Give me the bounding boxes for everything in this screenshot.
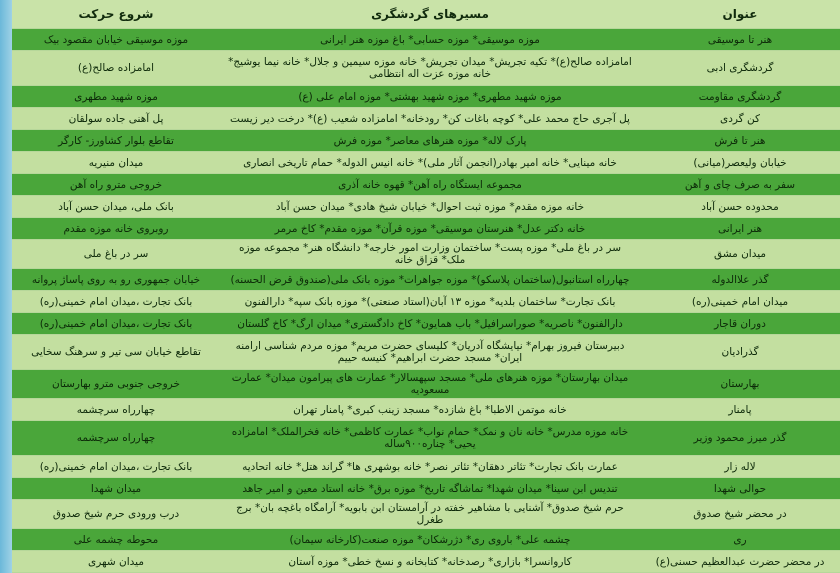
table-row [12,108,840,130]
row-route: میدان بهارستان* موزه هنرهای ملی* مسجد سپهسالار* عمارت های پیرامون میدان* عمارت مسعودیه [220,370,640,399]
row-start: بانک ملی، میدان حسن آباد [12,196,220,218]
row-title: هنر ایرانی [640,218,840,240]
table-row [12,51,840,86]
row-route: امامزاده صالح(ع)* تکیه تجریش* میدان تجریش* خانه موزه سیمین و جلال* خانه نیما یوشیج* خانه موزه عزت اله انتظامی [220,51,640,86]
row-start: بانک تجارت ،میدان امام خمینی(ره) [12,456,220,478]
table-row [12,370,840,399]
table-row [12,551,840,573]
row-start: تقاطع بلوار کشاورز- کارگر [12,130,220,152]
row-route: خانه موزه مدرس* خانه نان و نمک* حمام نواب* عمارت کاظمی* خانه فخرالملک* امامزاده یحیی* چناره۹۰۰ساله [220,421,640,456]
row-title: محدوده حسن آباد [640,196,840,218]
row-route: بانک تجارت* ساختمان بلدیه* موزه ۱۳ آبان(استاد صنعتی)* موزه بانک سپه* دارالفنون [220,291,640,313]
row-title: میدان مشق [640,240,840,269]
row-title: در محضر شیخ صدوق [640,500,840,529]
row-title: گردشگری مقاومت [640,86,840,108]
row-title: میدان امام خمینی(ره) [640,291,840,313]
row-title: لاله زار [640,456,840,478]
row-route: خانه دکتر عدل* هنرستان موسیقی* موزه قرآن* موزه مقدم* کاخ مرمر [220,218,640,240]
table-row [12,313,840,335]
row-title: حوالی شهدا [640,478,840,500]
table-row [12,269,840,291]
row-route: مجموعه ایستگاه راه آهن* قهوه خانه آذری [220,174,640,196]
row-title: خیابان ولیعصر(میانی) [640,152,840,174]
table-row [12,240,840,269]
row-route: پارک لاله* موزه هنرهای معاصر* موزه فرش [220,130,640,152]
row-start: امامزاده صالح(ع) [12,51,220,86]
row-title: در محضر حضرت عبدالعظیم حسنی(ع) [640,551,840,573]
row-title: سفر به صرف چای و آهن [640,174,840,196]
table-row [12,86,840,108]
table-row [12,399,840,421]
row-route: چهارراه استانبول(ساختمان پلاسکو)* موزه جواهرات* موزه بانک ملی(صندوق قرض الحسنه) [220,269,640,291]
row-route: چشمه علی* باروی ری* دژرشکان* موزه صنعت(کارخانه سیمان) [220,529,640,551]
row-start: خروجی جنوبی مترو بهارستان [12,370,220,399]
row-route: عمارت بانک تجارت* تئاتر دهقان* تئاتر نصر* خانه بوشهری ها* گراند هتل* خانه اتحادیه [220,456,640,478]
row-title: هنر تا موسیقی [640,29,840,51]
table-row [12,291,840,313]
row-start: میدان شهری [12,551,220,573]
row-route: خانه موتمن الاطبا* باغ شازده* مسجد زینب کبری* پامنار تهران [220,399,640,421]
row-route: سر در باغ ملی* موزه پست* ساختمان وزارت امور خارجه* دانشگاه هنر* مجموعه موزه ملک* قزاق خانه [220,240,640,269]
row-start: پل آهنی جاده سولقان [12,108,220,130]
row-start: خروجی مترو راه آهن [12,174,220,196]
column-header-start: شروع حرکت [12,0,220,29]
row-start: موزه شهید مطهری [12,86,220,108]
table-row [12,478,840,500]
row-route: پل آجری حاج محمد علی* کوچه باغات کن* رودخانه* امامزاده شعیب (ع)* درخت دیر زیست [220,108,640,130]
row-start: بانک تجارت ،میدان امام خمینی(ره) [12,313,220,335]
column-header-title: عنوان [640,0,840,29]
row-start: بانک تجارت ،میدان امام خمینی(ره) [12,291,220,313]
row-title: گذر میرز محمود وزیر [640,421,840,456]
table-row [12,218,840,240]
table-row [12,196,840,218]
row-title: دوران قاجار [640,313,840,335]
column-header-route: مسیرهای گردشگری [220,0,640,29]
table-row [12,421,840,456]
row-route: موزه موسیقی* موزه حسابی* باغ موزه هنر ایرانی [220,29,640,51]
row-title: کن گردی [640,108,840,130]
row-start: تقاطع خیابان سی تیر و سرهنگ سخایی [12,335,220,370]
table-row [12,529,840,551]
row-start: چهارراه سرچشمه [12,421,220,456]
row-start: خیابان جمهوری رو به روی پاساژ پروانه [12,269,220,291]
row-title: گذر علاالدوله [640,269,840,291]
row-start: محوطه چشمه علی [12,529,220,551]
row-start: چهارراه سرچشمه [12,399,220,421]
table-row [12,500,840,529]
table-row [12,174,840,196]
row-title: هنر تا فرش [640,130,840,152]
row-title: ری [640,529,840,551]
table-row [12,456,840,478]
row-start: درب ورودی حرم شیخ صدوق [12,500,220,529]
row-start: موزه موسیقی خیابان مقصود بیک [12,29,220,51]
row-route: حرم شیخ صدوق* آشنایی با مشاهیر خفته در آرامستان ابن بابویه* آرامگاه باغچه بان* برج طغرل [220,500,640,529]
row-title: گذرادیان [640,335,840,370]
row-route: خانه موزه مقدم* موزه ثبت احوال* خیابان شیخ هادی* میدان حسن آباد [220,196,640,218]
row-title: بهارستان [640,370,840,399]
row-title: پامنار [640,399,840,421]
tour-routes-table [12,0,840,573]
table-row [12,335,840,370]
row-route: کاروانسرا* بازاری* رصدخانه* کتابخانه و نسخ خطی* موزه آستان [220,551,640,573]
row-route: تندیس ابن سینا* میدان شهدا* تماشاگه تاریخ* موزه برق* خانه استاد معین و امیر جاهد [220,478,640,500]
table-row [12,29,840,51]
table-row [12,152,840,174]
row-title: گردشگری ادبی [640,51,840,86]
table-header-row [12,0,840,29]
tour-routes-table-container [12,0,840,568]
row-start: روبروی خانه موزه مقدم [12,218,220,240]
row-route: دبیرستان فیروز بهرام* نیایشگاه آدریان* کلیسای حضرت مریم* موزه مردم شناسی ارامنه ایران* مسجد حضرت ابراهیم* کنیسه حییم [220,335,640,370]
table-row [12,130,840,152]
row-route: دارالفنون* ناصریه* صوراسرافیل* باب همایون* کاخ دادگستری* میدان ارگ* کاخ گلستان [220,313,640,335]
row-start: میدان شهدا [12,478,220,500]
row-route: خانه مینایی* خانه امیر بهادر(انجمن آثار ملی)* خانه انیس الدوله* حمام تاریخی انصاری [220,152,640,174]
row-start: سر در باغ ملی [12,240,220,269]
row-route: موزه شهید مطهری* موزه شهید بهشتی* موزه امام علی (ع) [220,86,640,108]
row-start: میدان منیریه [12,152,220,174]
